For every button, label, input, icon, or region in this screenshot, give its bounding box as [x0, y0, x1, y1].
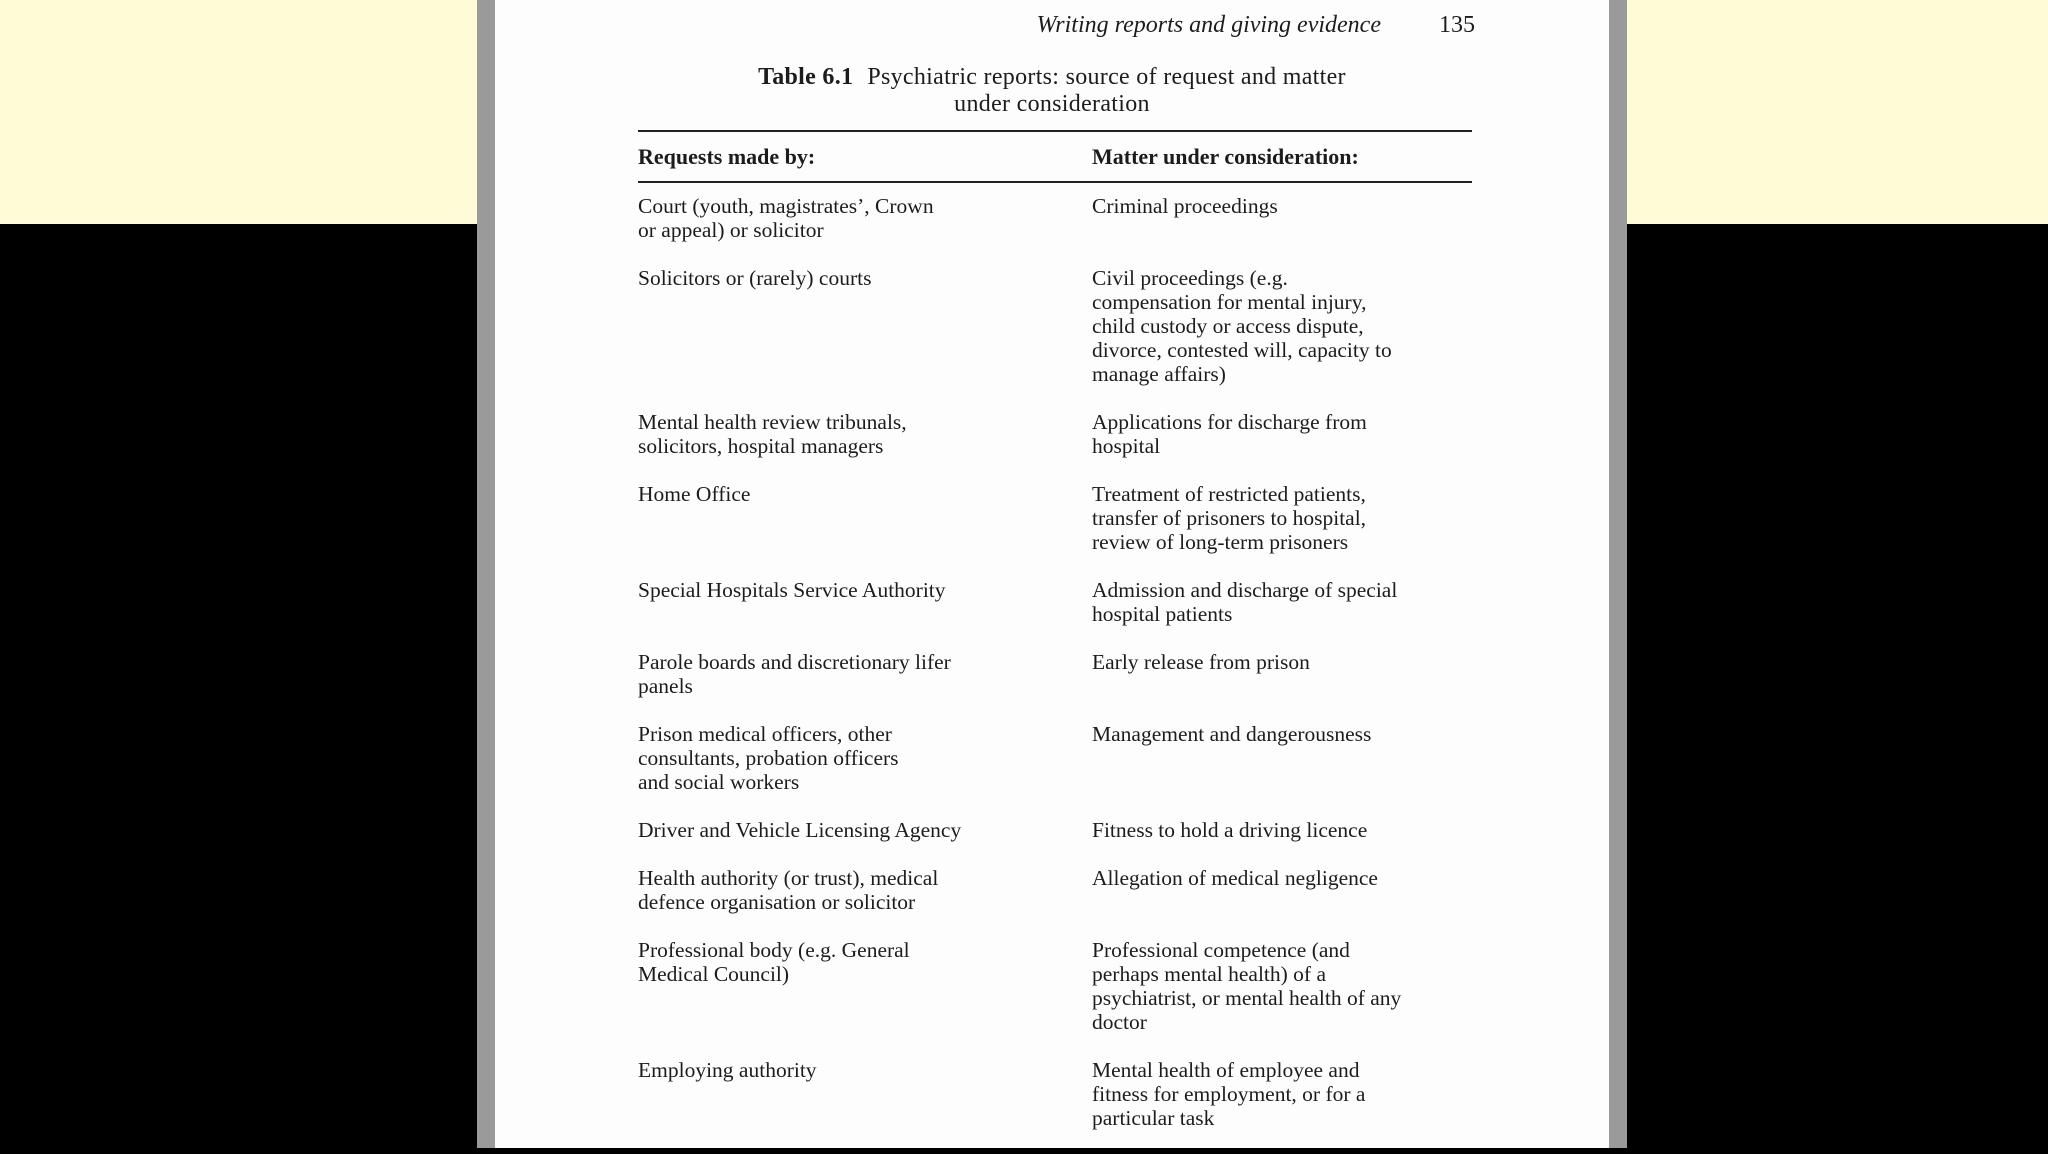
table-caption-line1: Psychiatric reports: source of request and matter: [867, 64, 1346, 90]
cell-line: psychiatrist, or mental health of any: [1092, 986, 1402, 1010]
cell-line: Solicitors or (rarely) courts: [638, 266, 872, 290]
cell-line: Mental health review tribunals,: [638, 410, 907, 434]
table-row: [638, 866, 1478, 914]
cell-line: Civil proceedings (e.g.: [1092, 266, 1288, 290]
cell-line: hospital: [1092, 434, 1161, 458]
cell-matter: [1092, 482, 1478, 554]
page-number: 135: [1439, 12, 1475, 38]
cell-line: child custody or access dispute,: [1092, 314, 1364, 338]
cell-line: Allegation of medical negligence: [1092, 866, 1378, 890]
table-caption-label: Table 6.1: [758, 64, 854, 90]
cell-line: divorce, contested will, capacity to: [1092, 338, 1392, 362]
table-row: [638, 722, 1478, 794]
cell-matter: [1092, 818, 1478, 842]
cell-line: panels: [638, 674, 693, 698]
cell-matter: [1092, 938, 1478, 1034]
running-head: [1037, 12, 1475, 39]
cell-line: review of long-term prisoners: [1092, 530, 1349, 554]
cell-requested-by: [638, 482, 1092, 554]
table-caption: [635, 64, 1469, 118]
cell-line: solicitors, hospital managers: [638, 434, 884, 458]
cell-line: Mental health of employee and: [1092, 1058, 1360, 1082]
cell-line: Prison medical officers, other: [638, 722, 892, 746]
cell-matter: [1092, 722, 1478, 794]
cell-line: compensation for mental injury,: [1092, 290, 1367, 314]
cell-matter: [1092, 266, 1478, 386]
table-row: [638, 650, 1478, 698]
cell-requested-by: [638, 194, 1092, 242]
table-row: [638, 266, 1478, 386]
cell-line: Criminal proceedings: [1092, 194, 1278, 218]
table-caption-line2: under consideration: [954, 91, 1150, 117]
cell-requested-by: [638, 866, 1092, 914]
cell-line: Admission and discharge of special: [1092, 578, 1398, 602]
table-row: [638, 578, 1478, 626]
cell-line: and social workers: [638, 770, 800, 794]
cell-line: hospital patients: [1092, 602, 1233, 626]
cell-line: Fitness to hold a driving licence: [1092, 818, 1368, 842]
cell-line: Applications for discharge from: [1092, 410, 1367, 434]
table-header-rule: [638, 181, 1472, 183]
cell-line: fitness for employment, or for a: [1092, 1082, 1366, 1106]
table-row: [638, 194, 1478, 242]
table-body: [638, 194, 1478, 1154]
cell-matter: [1092, 866, 1478, 914]
cell-line: Treatment of restricted patients,: [1092, 482, 1366, 506]
cell-line: transfer of prisoners to hospital,: [1092, 506, 1367, 530]
cell-requested-by: [638, 938, 1092, 1034]
cell-matter: [1092, 410, 1478, 458]
table-row: [638, 482, 1478, 554]
cell-line: Professional competence (and: [1092, 938, 1350, 962]
header-requests-made-by: Requests made by:: [638, 144, 816, 169]
cell-requested-by: [638, 650, 1092, 698]
cell-line: perhaps mental health) of a: [1092, 962, 1327, 986]
cell-requested-by: [638, 722, 1092, 794]
cell-line: defence organisation or solicitor: [638, 890, 916, 914]
table-row: [638, 410, 1478, 458]
cell-line: Employing authority: [638, 1058, 817, 1082]
cell-line: Early release from prison: [1092, 650, 1310, 674]
cell-line: Home Office: [638, 482, 751, 506]
document-page: [495, 0, 1609, 1148]
cell-line: Health authority (or trust), medical: [638, 866, 939, 890]
cell-requested-by: [638, 410, 1092, 458]
cell-line: consultants, probation officers: [638, 746, 899, 770]
cell-line: Management and dangerousness: [1092, 722, 1372, 746]
cell-matter: [1092, 1058, 1478, 1130]
table-row: [638, 938, 1478, 1034]
cell-line: particular task: [1092, 1106, 1215, 1130]
header-matter-under-consideration: Matter under consideration:: [1092, 144, 1359, 169]
cell-matter: [1092, 194, 1478, 242]
cell-matter: [1092, 578, 1478, 626]
running-head-title: Writing reports and giving evidence: [1036, 12, 1381, 38]
cell-requested-by: [638, 1058, 1092, 1130]
cell-requested-by: [638, 818, 1092, 842]
cell-line: Medical Council): [638, 962, 790, 986]
cell-line: doctor: [1092, 1010, 1147, 1034]
table-row: [638, 1058, 1478, 1130]
cell-matter: [1092, 650, 1478, 698]
cell-requested-by: [638, 578, 1092, 626]
cell-line: manage affairs): [1092, 362, 1226, 386]
cell-line: Driver and Vehicle Licensing Agency: [638, 818, 962, 842]
cell-line: Professional body (e.g. General: [638, 938, 910, 962]
cell-line: Special Hospitals Service Authority: [638, 578, 946, 602]
table-top-rule: [638, 130, 1472, 132]
cell-line: Court (youth, magistrates’, Crown: [638, 194, 934, 218]
cell-line: Parole boards and discretionary lifer: [638, 650, 951, 674]
cell-line: or appeal) or solicitor: [638, 218, 824, 242]
table-row: [638, 818, 1478, 842]
cell-requested-by: [638, 266, 1092, 386]
